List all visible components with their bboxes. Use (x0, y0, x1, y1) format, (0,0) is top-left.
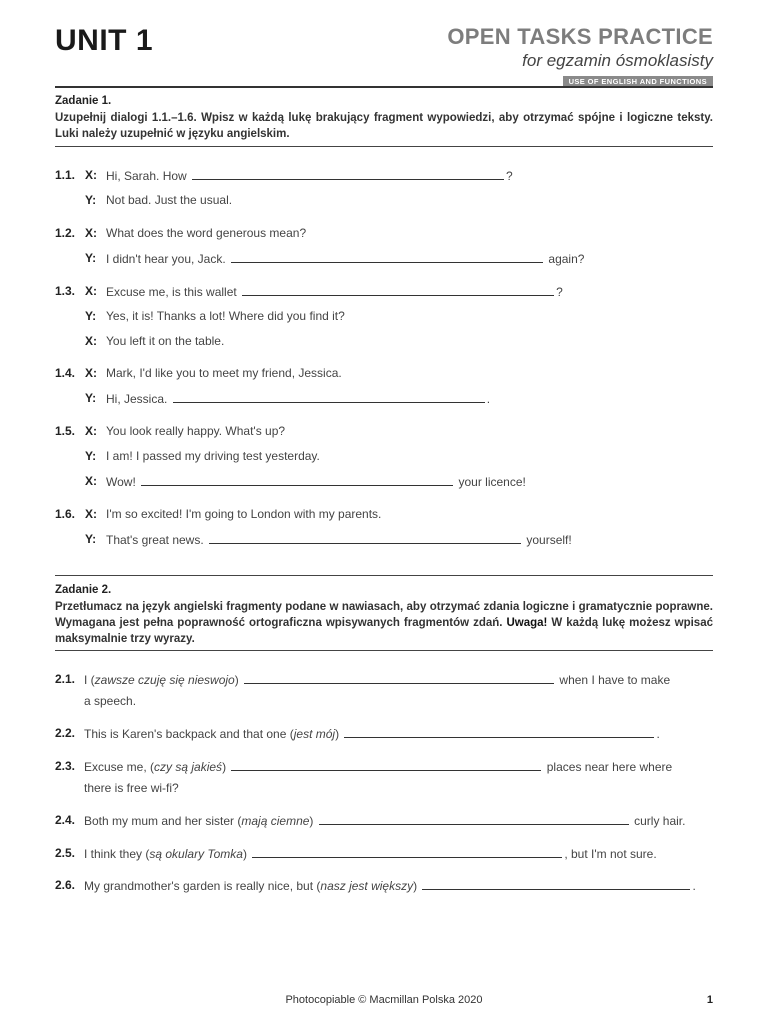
speaker-label: X: (85, 507, 97, 521)
item-number: 2.5. (55, 846, 76, 860)
dialogue-line: You left it on the table. (106, 334, 225, 348)
dialogue-line: Hi, Jessica. . (106, 392, 491, 406)
answer-gap[interactable] (141, 474, 453, 486)
item-number: 1.6. (55, 507, 76, 521)
speaker-label: X: (85, 334, 97, 348)
header-divider (55, 86, 713, 88)
task2-divider (55, 650, 713, 651)
answer-gap[interactable] (319, 813, 629, 825)
dialogue-line: Yes, it is! Thanks a lot! Where did you find it? (106, 309, 345, 323)
task2-instructions: Przetłumacz na język angielski fragmenty podane w nawiasach, aby otrzymać zdania logiczne i gramatycznie poprawne. Wymagana jest pełna poprawność ortograficzna wpisywanych fragmentów zdań. Uwaga! W każdą lukę możesz wpisać maksymalnie trzy wyrazy. (55, 601, 713, 645)
speaker-label: X: (85, 474, 97, 488)
copyright-footer: Photocopiable © Macmillan Polska 2020 (285, 994, 483, 1006)
speaker-label: Y: (85, 193, 97, 207)
answer-gap[interactable] (173, 391, 485, 403)
item-number: 2.2. (55, 726, 76, 740)
unit-title: UNIT 1 (55, 24, 154, 57)
dialogue-line: Wow! your licence! (106, 475, 526, 489)
dialogue-line: Mark, I'd like you to meet my friend, Jessica. (106, 366, 342, 380)
answer-gap[interactable] (209, 532, 521, 544)
item-number: 2.1. (55, 672, 76, 686)
speaker-label: Y: (85, 251, 97, 265)
dialogue-line: That's great news. yourself! (106, 533, 572, 547)
speaker-label: X: (85, 168, 97, 182)
answer-gap[interactable] (192, 168, 504, 180)
answer-gap[interactable] (242, 284, 554, 296)
dialogue-line: Hi, Sarah. How ? (106, 169, 513, 183)
item-number: 1.2. (55, 226, 76, 240)
worksheet-title: OPEN TASKS PRACTICE (447, 24, 713, 49)
dialogue-line: What does the word generous mean? (106, 226, 307, 240)
task1-title: Zadanie 1. (55, 95, 112, 107)
sentence-continuation: a speech. (84, 694, 137, 708)
sentence: I (zawsze czuję się nieswojo) when I have to make (84, 673, 671, 687)
speaker-label: X: (85, 226, 97, 240)
answer-gap[interactable] (231, 759, 541, 771)
dialogue-line: Not bad. Just the usual. (106, 193, 233, 207)
answer-gap[interactable] (422, 878, 690, 890)
item-number: 1.4. (55, 366, 76, 380)
item-number: 2.4. (55, 813, 76, 827)
sentence: Both my mum and her sister (mają ciemne) curly hair. (84, 814, 686, 828)
sentence: This is Karen's backpack and that one (jest mój) . (84, 727, 660, 741)
sentence-continuation: there is free wi-fi? (84, 781, 179, 795)
speaker-label: Y: (85, 449, 97, 463)
item-number: 1.5. (55, 424, 76, 438)
sentence: Excuse me, (czy są jakieś) places near here where (84, 760, 673, 774)
item-number: 2.3. (55, 759, 76, 773)
dialogue-line: I'm so excited! I'm going to London with my parents. (106, 507, 382, 521)
section-badge: USE OF ENGLISH AND FUNCTIONS (563, 76, 713, 87)
speaker-label: Y: (85, 532, 97, 546)
page-number: 1 (706, 994, 713, 1006)
answer-gap[interactable] (252, 846, 562, 858)
speaker-label: X: (85, 366, 97, 380)
dialogue-line: I didn't hear you, Jack. again? (106, 252, 585, 266)
sentence: I think they (są okulary Tomka) , but I'm not sure. (84, 847, 657, 861)
speaker-label: X: (85, 424, 97, 438)
item-number: 2.6. (55, 878, 76, 892)
speaker-label: X: (85, 284, 97, 298)
dialogue-line: You look really happy. What's up? (106, 424, 286, 438)
item-number: 1.1. (55, 168, 76, 182)
worksheet-subtitle: for egzamin ósmoklasisty (522, 51, 713, 70)
task2-title: Zadanie 2. (55, 584, 112, 596)
answer-gap[interactable] (231, 251, 543, 263)
item-number: 1.3. (55, 284, 76, 298)
sentence: My grandmother's garden is really nice, but (nasz jest większy) . (84, 879, 696, 893)
header-right (447, 24, 713, 89)
task1-instructions: Uzupełnij dialogi 1.1.–1.6. Wpisz w każdą lukę brakujący fragment wypowiedzi, aby otrzymać spójne i logiczne teksty. Luki należy uzupełnić w języku angielskim. (55, 112, 713, 140)
answer-gap[interactable] (344, 726, 654, 738)
dialogue-line: Excuse me, is this wallet ? (106, 285, 563, 299)
answer-gap[interactable] (244, 672, 554, 684)
task1-divider (55, 146, 713, 147)
task2-top-divider (55, 575, 713, 576)
speaker-label: Y: (85, 391, 97, 405)
speaker-label: Y: (85, 309, 97, 323)
dialogue-line: I am! I passed my driving test yesterday. (106, 449, 320, 463)
